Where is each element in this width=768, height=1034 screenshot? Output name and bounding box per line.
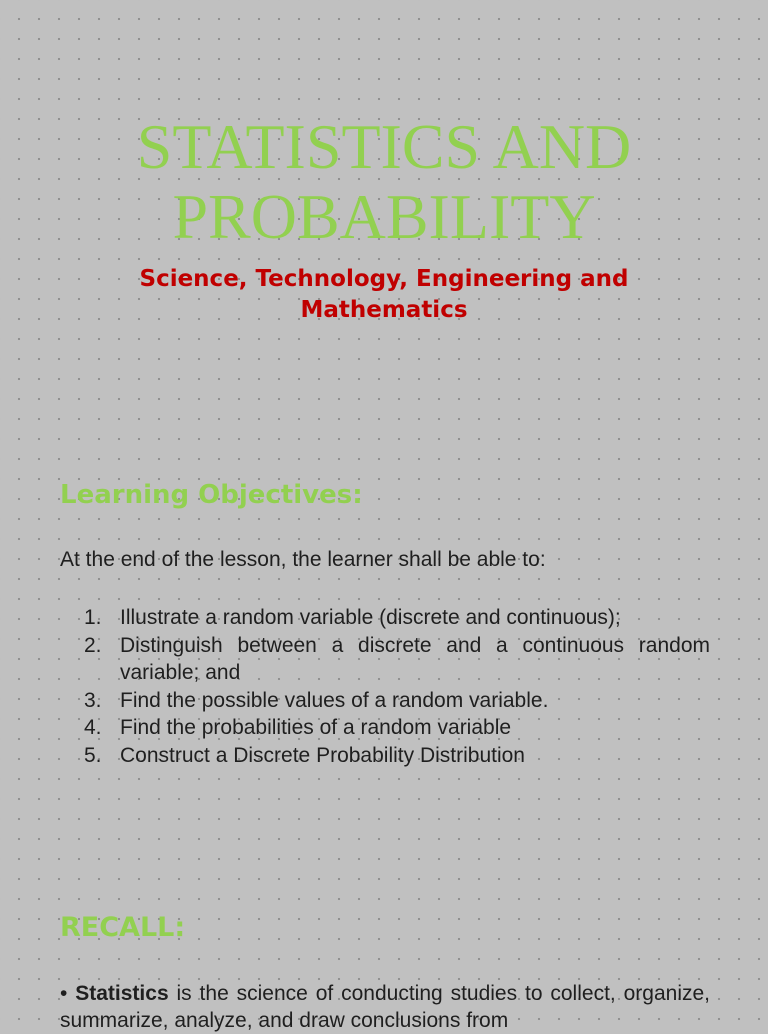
recall-term: Statistics: [75, 982, 169, 1005]
objectives-list: [84, 604, 710, 769]
objective-item: [84, 742, 710, 770]
objective-item: [84, 632, 710, 687]
objective-number: 5.: [84, 743, 102, 767]
objectives-intro: At the end of the lesson, the learner shall be able to:: [60, 548, 546, 571]
objective-number: 3.: [84, 688, 102, 712]
objective-text: Illustrate a random variable (discrete and continuous);: [120, 606, 621, 629]
objective-number: 1.: [84, 606, 102, 629]
objectives-heading: Learning Objectives:: [60, 480, 363, 510]
objective-number: 4.: [84, 716, 102, 739]
page-title: [0, 112, 768, 252]
page-subtitle: [84, 264, 684, 326]
recall-definition-text: is the science of conducting studies to collect, organize, summarize, analyze, and draw conclusions from: [60, 982, 711, 1032]
objective-item: [84, 714, 710, 742]
recall-heading: RECALL:: [60, 912, 186, 943]
subtitle-line-2: Mathematics: [300, 297, 468, 323]
objective-number: 2.: [84, 633, 102, 657]
recall-definition: [60, 980, 710, 1034]
bullet-icon: •: [60, 982, 68, 1005]
objective-text: Find the probabilities of a random variable: [120, 716, 512, 739]
title-line-1: STATISTICS AND: [136, 111, 632, 182]
objective-text: Construct a Discrete Probability Distribution: [120, 743, 525, 767]
objective-item: [84, 604, 710, 632]
objective-item: [84, 687, 710, 715]
objective-text: Find the possible values of a random variable.: [120, 688, 549, 712]
objective-text: Distinguish between a discrete and a continuous random variable; and: [120, 633, 710, 684]
subtitle-line-1: Science, Technology, Engineering and: [139, 266, 629, 292]
title-line-2: PROBABILITY: [172, 181, 596, 252]
